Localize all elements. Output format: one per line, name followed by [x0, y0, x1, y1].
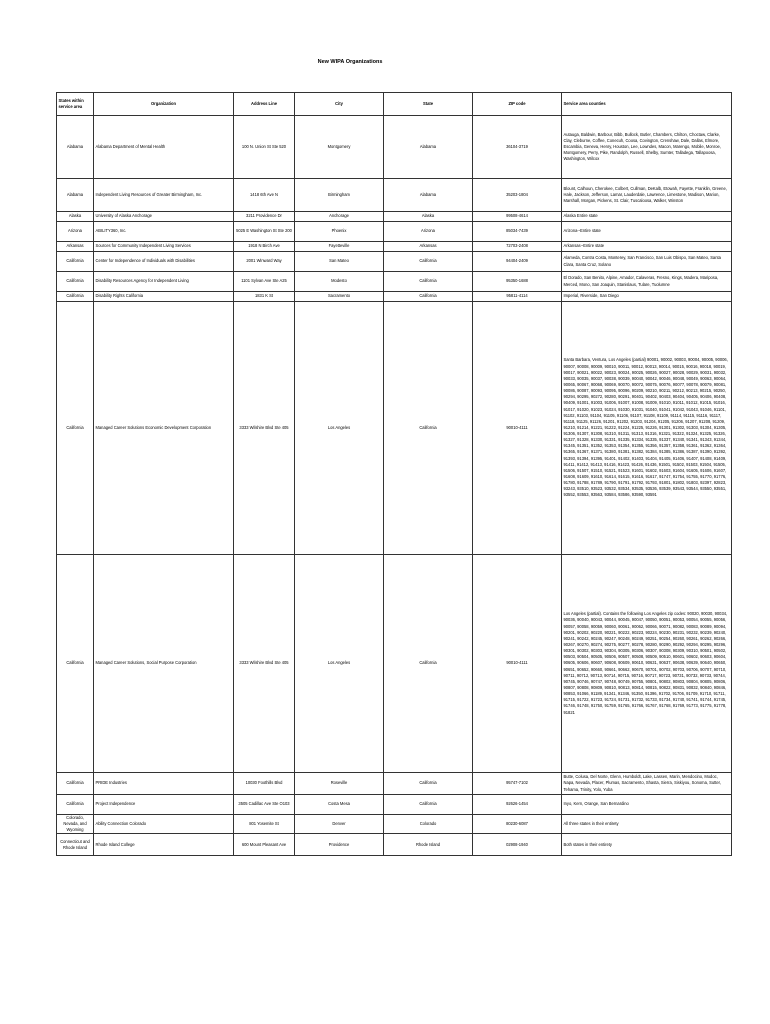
row-address-cell: 2001 Winward Way [234, 252, 295, 272]
row-zip-cell: 80230-6087 [473, 815, 562, 834]
row-address-cell: 10030 Foothills Blvd [234, 773, 295, 795]
row-counties-cell: Butte, Colusa, Del Norte, Glenn, Humboldt, Lake, Lassen, Marin, Mendocino, Modoc, Napa, Nevada, Placer, Plumas, Sacramento, Shasta, Sierra, Siskiyou, Sonoma, Sutter, Tehama, Trinity, Yolo, Yuba [562, 773, 732, 795]
row-zip-cell: 72703-2408 [473, 242, 562, 252]
row-state-cell: Alabama [384, 179, 473, 212]
row-states-cell: Alabama [57, 179, 94, 212]
table-row [57, 212, 732, 222]
row-organization-cell: ABILITY360, Inc. [94, 222, 234, 242]
row-states-cell: California [57, 292, 94, 302]
row-organization-cell: Managed Career Solutions, Social Purpose Corporation [94, 555, 234, 773]
row-state-cell: California [384, 555, 473, 773]
row-states-cell: California [57, 252, 94, 272]
row-zip-cell: 85034-7439 [473, 222, 562, 242]
row-state-cell: Arizona [384, 222, 473, 242]
row-state-cell: California [384, 795, 473, 815]
table-row [57, 795, 732, 815]
row-city-cell: Los Angeles [295, 302, 384, 555]
row-state-cell: California [384, 292, 473, 302]
table-row [57, 252, 732, 272]
row-states-cell: California [57, 555, 94, 773]
row-state-cell: California [384, 272, 473, 292]
row-address-cell: 600 Mount Pleasant Ave [234, 834, 295, 856]
row-organization-cell: Rhode Island College [94, 834, 234, 856]
row-city-cell: Fayetteville [295, 242, 384, 252]
row-states-cell: Alabama [57, 116, 94, 179]
row-city-cell: Phoenix [295, 222, 384, 242]
header-counties: Service area counties [562, 93, 732, 116]
row-state-cell: Arkansas [384, 242, 473, 252]
header-row [57, 93, 732, 116]
row-zip-cell: 92626-1454 [473, 795, 562, 815]
row-counties-cell: Arizona--Entire state [562, 222, 732, 242]
header-organization: Organization [94, 93, 234, 116]
row-city-cell: Providence [295, 834, 384, 856]
row-states-cell: California [57, 302, 94, 555]
row-zip-cell: 95350-1688 [473, 272, 562, 292]
row-states-cell: Arkansas [57, 242, 94, 252]
row-city-cell: San Mateo [295, 252, 384, 272]
row-states-cell: Connecticut and Rhode Island [57, 834, 94, 856]
row-counties-cell: Los Angeles (partial). Contains the following Los Angeles zip codes: 90020, 90030, 90034, 90036, 90040, 90043, 90044, 90045, 90047, 90050, 90051, 90053, 90054, 90055, 90056, 90057, 90058, 90059, 90060, 90061, 90062, 90066, 90071, 90082, 90083, 90089, 90094, 90201, 90202, 90220, 90221, 90222, 90223, 90224, 90230, 90231, 90232, 90239, 90240, 90241, 90242, 90245, 90247, 90248, 90249, 90251, 90254, 90260, 90261, 90262, 90266, 90267, 90270, 90274, 90275, 90277, 90278, 90280, 90290, 90292, 90294, 90295, 90296, 90301, 90302, 90303, 90304, 90305, 90306, 90307, 90308, 90309, 90310, 90501, 90502, 90503, 90504, 90505, 90506, 90507, 90508, 90509, 90510, 90601, 90602, 90603, 90604, 90605, 90606, 90607, 90608, 90609, 90610, 90631, 90637, 90638, 90639, 90640, 90650, 90651, 90652, 90660, 90661, 90662, 90670, 90701, 90702, 90703, 90706, 90707, 90710, 90711, 90712, 90713, 90714, 90715, 90716, 90717, 90723, 90731, 90732, 90733, 90744, 90745, 90746, 90747, 90748, 90749, 90755, 90801, 90802, 90803, 90804, 90805, 90806, 90807, 90808, 90809, 90810, 90813, 90814, 90815, 90822, 90831, 90832, 90840, 90846, 90853, 91066, 91189, 91341, 91346, 91350, 91396, 91702, 91706, 91709, 91710, 91711, 91715, 91722, 91723, 91724, 91731, 91732, 91733, 91734, 91740, 91741, 91744, 91745, 91746, 91748, 91750, 91759, 91765, 91766, 91767, 91768, 91769, 91773, 91775, 91778, 91821 [562, 555, 732, 773]
table-row [57, 222, 732, 242]
table-row [57, 834, 732, 856]
header-city: City [295, 93, 384, 116]
row-city-cell: Montgomery [295, 116, 384, 179]
row-counties-cell: Arkansas--Entire state [562, 242, 732, 252]
row-address-cell: 3333 Wilshire Blvd Ste 405 [234, 555, 295, 773]
header-state: State [384, 93, 473, 116]
table-body [57, 116, 732, 856]
row-states-cell: California [57, 272, 94, 292]
row-zip-cell: 36104-3719 [473, 116, 562, 179]
table-row [57, 242, 732, 252]
table-row [57, 302, 732, 555]
row-counties-cell: Inyo, Kern, Orange, San Bernardino [562, 795, 732, 815]
row-address-cell: 100 N. Union St Ste 520 [234, 116, 295, 179]
row-zip-cell: 95747-7102 [473, 773, 562, 795]
row-address-cell: 801 Yosemite St [234, 815, 295, 834]
table-row [57, 272, 732, 292]
table-row [57, 555, 732, 773]
row-organization-cell: Disability Rights California [94, 292, 234, 302]
row-state-cell: Colorado [384, 815, 473, 834]
table-row [57, 773, 732, 795]
table-row [57, 116, 732, 179]
table-row [57, 815, 732, 834]
row-zip-cell: 02908-1940 [473, 834, 562, 856]
row-city-cell: Anchorage [295, 212, 384, 222]
row-state-cell: Rhode Island [384, 834, 473, 856]
row-zip-cell: 94404-2409 [473, 252, 562, 272]
row-counties-cell: Blount, Calhoun, Cherokee, Colbert, Cullman, DeKalb, Etowah, Fayette, Franklin, Greene, Hale, Jackson, Jefferson, Lamar, Lauderdale, Lawrence, Limestone, Madison, Marion, Marshall, Morgan, Pickens, St. Clair, Tuscaloosa, Walker, Winston [562, 179, 732, 212]
row-counties-cell: Santa Barbara, Ventura, Los Angeles (partial) 90001, 90002, 90003, 90004, 90005, 90006, 90007, 90008, 90009, 90010, 90011, 90012, 90013, 90014, 90015, 90016, 90018, 90019, 90017, 90021, 90022, 90023, 90024, 90025, 90026, 90027, 90028, 90029, 90031, 90032, 90033, 90035, 90037, 90038, 90039, 90040, 90042, 90046, 90048, 90049, 90063, 90064, 90065, 90067, 90068, 90069, 90070, 90072, 90075, 90076, 90077, 90078, 90079, 90081, 90086, 90087, 90093, 90095, 90096, 90209, 90210, 90211, 90212, 90213, 90215, 90250, 90294, 90295, 90272, 90280, 90291, 90401, 90402, 90403, 90404, 90405, 90406, 90408, 90409, 91001, 91003, 91006, 91007, 91008, 91009, 91010, 91011, 91012, 91015, 91016, 91017, 91020, 91023, 91024, 91030, 91031, 91040, 91041, 91042, 91043, 91046, 91101, 91102, 91103, 91104, 91105, 91106, 91107, 91108, 91109, 91114, 91115, 91116, 91117, 91118, 91125, 91126, 91201, 91202, 91203, 91204, 91205, 91206, 91207, 91208, 91209, 91210, 91214, 91221, 91222, 91224, 91225, 91226, 91301, 91302, 91303, 91304, 91305, 91306, 91307, 91308, 91310, 91311, 91313, 91316, 91321, 91322, 91324, 91325, 91326, 91327, 91328, 91330, 91331, 91335, 91334, 91335, 91337, 91340, 91341, 91343, 91344, 91345, 91351, 91352, 91353, 91354, 91355, 91356, 91357, 91358, 91361, 91362, 91364, 91365, 91367, 91371, 91380, 91381, 91382, 91384, 91385, 91386, 91387, 91390, 91392, 91393, 91394, 91395, 91401, 91402, 91403, 91404, 91405, 91406, 91407, 91408, 91409, 91411, 91412, 91413, 91416, 91423, 91426, 91436, 91501, 91502, 91503, 91504, 91505, 91506, 91507, 91510, 91521, 91523, 91601, 91602, 91603, 91604, 91605, 91606, 91607, 91608, 91609, 91610, 91614, 91615, 91616, 91617, 91747, 91754, 91755, 91770, 91776, 91780, 91788, 91789, 91790, 91791, 91792, 91793, 91801, 91802, 91803, 92397, 92823, 93243, 93510, 93523, 93532, 93534, 93535, 93536, 93539, 93543, 93544, 93550, 93551, 93552, 93553, 93563, 93584, 93586, 93590, 93591 [562, 302, 732, 555]
row-organization-cell: Center for Independence of Individuals with Disabilities [94, 252, 234, 272]
row-city-cell: Costa Mesa [295, 795, 384, 815]
row-organization-cell: Independent Living Resources of Greater Birmingham, Inc. [94, 179, 234, 212]
row-states-cell: Arizona [57, 222, 94, 242]
row-organization-cell: Project Independence [94, 795, 234, 815]
row-address-cell: 3333 Wilshire Blvd Ste 405 [234, 302, 295, 555]
row-state-cell: Alabama [384, 116, 473, 179]
row-address-cell: 3505 Cadillac Ave Ste O103 [234, 795, 295, 815]
header-address: Address Line [234, 93, 295, 116]
row-counties-cell: Alaska Entire state [562, 212, 732, 222]
row-address-cell: 1418 6th Ave N [234, 179, 295, 212]
row-address-cell: 1918 N Birch Ave [234, 242, 295, 252]
row-counties-cell: Autauga, Baldwin, Barbour, Bibb, Bullock, Butler, Chambers, Chilton, Choctaw, Clarke, Clay, Cleburne, Coffee, Conecuh, Coosa, Covington, Crenshaw, Dale, Dallas, Elmore, Escambia, Geneva, Henry, Houston, Lee, Lowndes, Macon, Marengo, Mobile, Monroe, Montgomery, Perry, Pike, Randolph, Russell, Shelby, Sumter, Talladega, Tallapoosa, Washington, Wilcox [562, 116, 732, 179]
row-counties-cell: Both states in their entirety [562, 834, 732, 856]
row-counties-cell: All three states in their entirety [562, 815, 732, 834]
row-organization-cell: University of Alaska Anchorage [94, 212, 234, 222]
row-organization-cell: Disability Resources Agency for Independent Living [94, 272, 234, 292]
row-state-cell: California [384, 302, 473, 555]
row-counties-cell: Imperial, Riverside, San Diego [562, 292, 732, 302]
row-zip-cell: 90010-4111 [473, 555, 562, 773]
row-city-cell: Sacramento [295, 292, 384, 302]
row-zip-cell: 99508-4614 [473, 212, 562, 222]
row-organization-cell: PRIDE Industries [94, 773, 234, 795]
row-organization-cell: Managed Career Solutions Economic Development Corporation [94, 302, 234, 555]
row-city-cell: Roseville [295, 773, 384, 795]
row-address-cell: 3211 Providence Dr [234, 212, 295, 222]
row-states-cell: Colorado, Nevada, and Wyoming [57, 815, 94, 834]
row-organization-cell: Ability Connection Colorado [94, 815, 234, 834]
row-city-cell: Modesto [295, 272, 384, 292]
row-city-cell: Los Angeles [295, 555, 384, 773]
header-zip: ZIP code [473, 93, 562, 116]
row-city-cell: Denver [295, 815, 384, 834]
row-city-cell: Birmingham [295, 179, 384, 212]
row-counties-cell: Alameda, Contra Costa, Monterey, San Francisco, San Luis Obispo, San Mateo, Santa Clara, Santa Cruz, Solano [562, 252, 732, 272]
row-state-cell: Alaska [384, 212, 473, 222]
table-row [57, 179, 732, 212]
row-zip-cell: 90010-4111 [473, 302, 562, 555]
row-address-cell: 5025 E Washington St Ste 200 [234, 222, 295, 242]
row-states-cell: Alaska [57, 212, 94, 222]
row-organization-cell: Alabama Department of Mental Health [94, 116, 234, 179]
row-states-cell: California [57, 795, 94, 815]
row-state-cell: California [384, 252, 473, 272]
page-title: New WIPA Organizations [317, 59, 383, 65]
row-states-cell: California [57, 773, 94, 795]
header-states: States within service area [57, 93, 94, 116]
row-counties-cell: El Dorado, San Benito, Alpine, Amador, Calaveras, Fresno, Kings, Madera, Mariposa, Merced, Mono, San Joaquin, Stanislaus, Tulare, Tuolumne [562, 272, 732, 292]
row-address-cell: 1101 Sylvan Ave Ste A25 [234, 272, 295, 292]
row-address-cell: 1831 K St [234, 292, 295, 302]
row-state-cell: California [384, 773, 473, 795]
organizations-table [56, 92, 732, 856]
table-row [57, 292, 732, 302]
row-organization-cell: Sources for Community Independent Living Services [94, 242, 234, 252]
row-zip-cell: 95811-4114 [473, 292, 562, 302]
row-zip-cell: 35203-1804 [473, 179, 562, 212]
